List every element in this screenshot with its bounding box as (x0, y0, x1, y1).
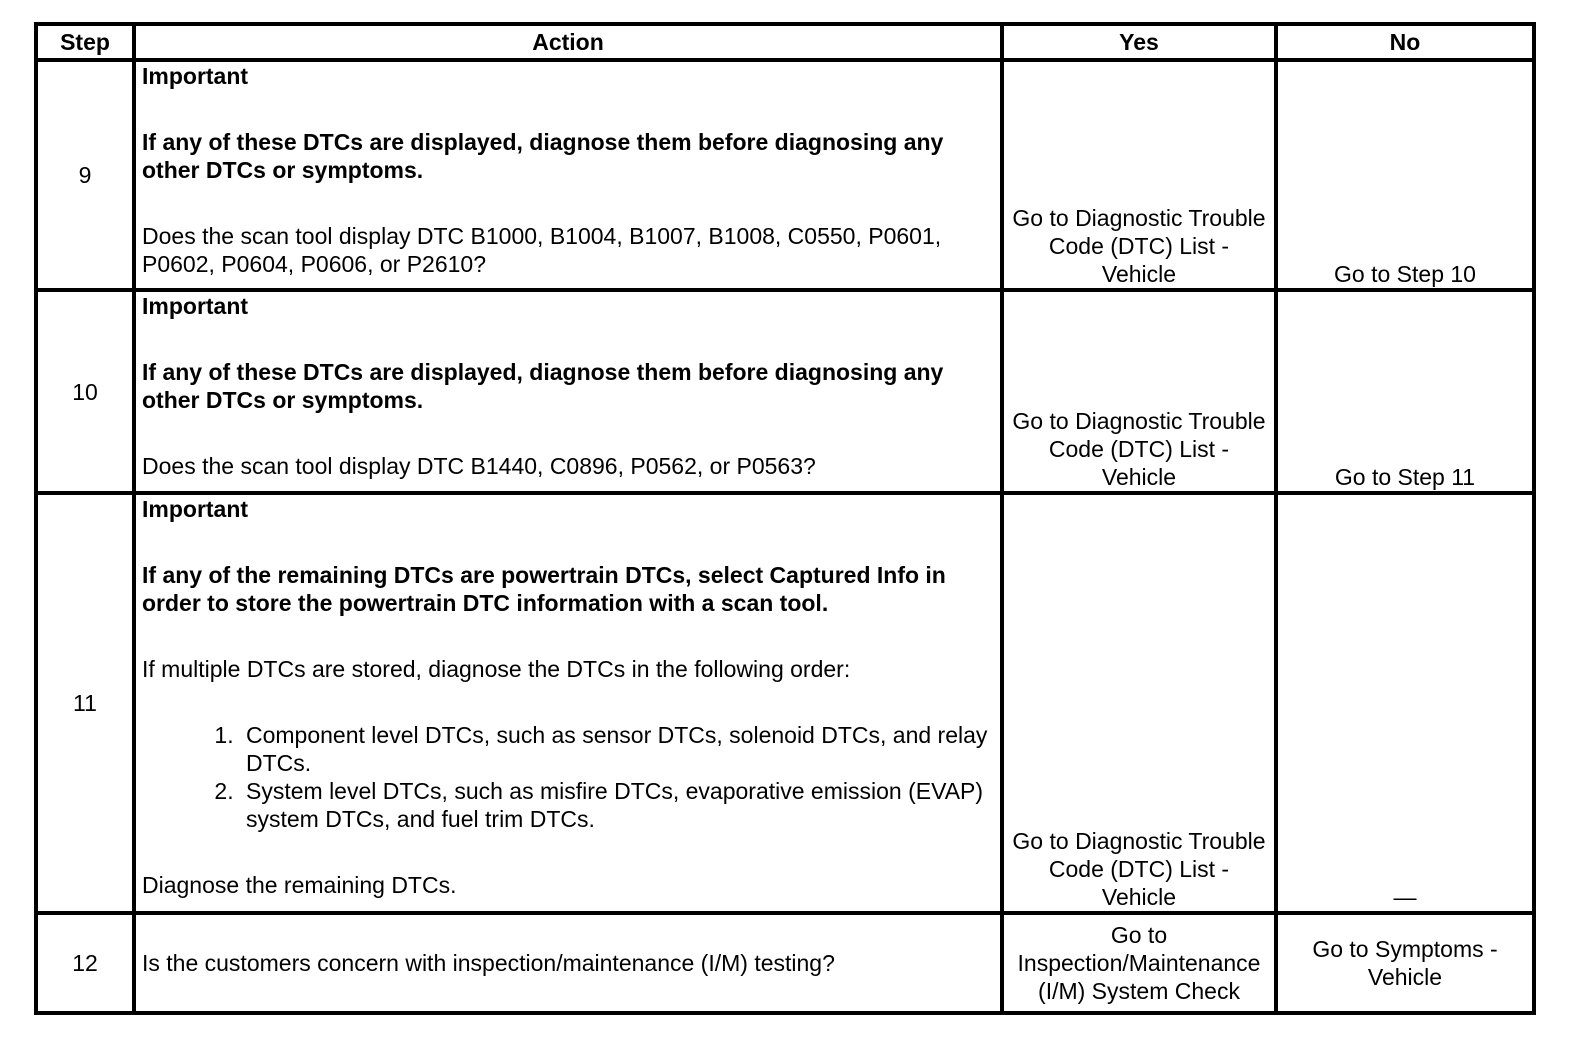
header-action: Action (134, 24, 1002, 60)
step-number: 11 (36, 493, 134, 913)
header-row (36, 24, 1534, 60)
header-step: Step (36, 24, 134, 60)
yes-link[interactable]: Go to Diagnostic Trouble Code (DTC) List - Vehicle (1002, 493, 1276, 913)
table-row (36, 493, 1534, 913)
order-intro: If multiple DTCs are stored, diagnose the DTCs in the following order: (142, 656, 851, 682)
important-label: Important (142, 63, 249, 89)
diagnostic-table (34, 22, 1536, 1015)
order-list (142, 721, 994, 833)
yes-link[interactable]: Go to Diagnostic Trouble Code (DTC) List - Vehicle (1002, 60, 1276, 290)
important-note: If any of these DTCs are displayed, diagnose them before diagnosing any other DTCs or symptoms. (142, 359, 944, 413)
table-row (36, 60, 1534, 290)
action-cell (134, 290, 1002, 493)
step-number: 12 (36, 913, 134, 1013)
action-cell (134, 913, 1002, 1013)
no-link[interactable]: Go to Step 11 (1276, 290, 1534, 493)
no-link[interactable]: Go to Symptoms - Vehicle (1276, 913, 1534, 1013)
question-text: Does the scan tool display DTC B1000, B1004, B1007, B1008, C0550, P0601, P0602, P0604, P0606, or P2610? (142, 223, 942, 277)
action-cell (134, 493, 1002, 913)
table-row (36, 290, 1534, 493)
header-yes: Yes (1002, 24, 1276, 60)
important-note: If any of the remaining DTCs are powertrain DTCs, select Captured Info in order to store the powertrain DTC information with a scan tool. (142, 562, 946, 616)
action-cell (134, 60, 1002, 290)
yes-link[interactable]: Go to Inspection/Maintenance (I/M) System Check (1002, 913, 1276, 1013)
important-label: Important (142, 496, 249, 522)
important-note: If any of these DTCs are displayed, diagnose them before diagnosing any other DTCs or symptoms. (142, 129, 944, 183)
yes-link[interactable]: Go to Diagnostic Trouble Code (DTC) List - Vehicle (1002, 290, 1276, 493)
no-link[interactable]: Go to Step 10 (1276, 60, 1534, 290)
question-text: Is the customers concern with inspection/maintenance (I/M) testing? (142, 950, 835, 976)
important-label: Important (142, 293, 249, 319)
step-number: 10 (36, 290, 134, 493)
header-no: No (1276, 24, 1534, 60)
list-item: 1. Component level DTCs, such as sensor DTCs, solenoid DTCs, and relay DTCs. (240, 721, 994, 777)
question-text: Diagnose the remaining DTCs. (142, 872, 457, 898)
step-number: 9 (36, 60, 134, 290)
list-item: 2. System level DTCs, such as misfire DTCs, evaporative emission (EVAP) system DTCs, and fuel trim DTCs. (240, 777, 994, 833)
question-text: Does the scan tool display DTC B1440, C0896, P0562, or P0563? (142, 453, 816, 479)
table-row (36, 913, 1534, 1013)
no-link: — (1276, 493, 1534, 913)
